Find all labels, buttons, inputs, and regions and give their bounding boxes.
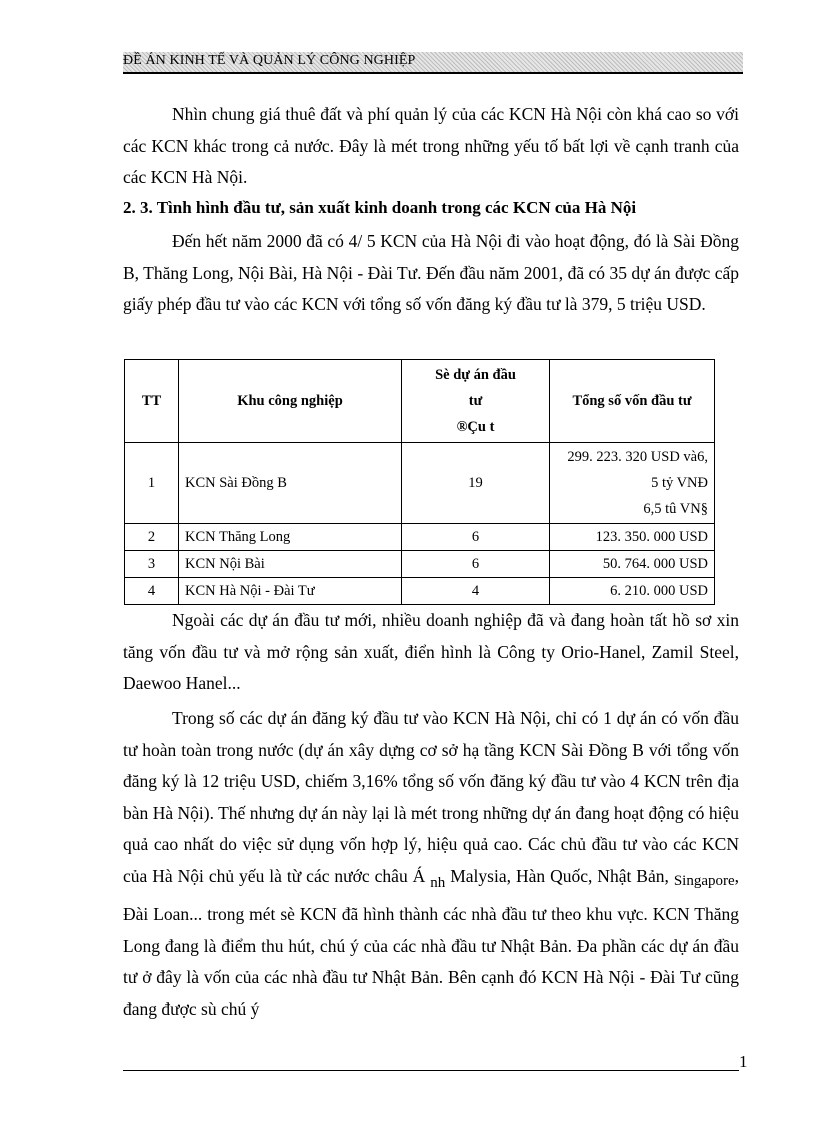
- header-tt: TT: [125, 360, 179, 443]
- investment-table: [124, 359, 715, 605]
- row-project-count: 19: [402, 443, 550, 524]
- table-header-row: [125, 360, 715, 443]
- header-project-count-line1: Sè dự án đầu: [435, 367, 516, 383]
- header-total-capital: Tổng số vốn đầu tư: [550, 360, 715, 443]
- header-title: ĐỀ ÁN KINH TẾ VÀ QUẢN LÝ CÔNG NGHIỆP: [123, 53, 416, 68]
- row-capital: 6. 210. 000 USD: [550, 578, 715, 605]
- row-tt: 3: [125, 551, 179, 578]
- paragraph-domestic-part-b: Malysia, Hàn Quốc, Nhật Bản,: [450, 865, 669, 886]
- paragraph-domestic-nh: nh: [430, 874, 446, 891]
- paragraph-new-projects: Ngoài các dự án đầu tư mới, nhiều doanh nghiệp đã và đang hoàn tất hồ sơ xin tăng vốn đầu tư và mở rộng sản xuất, điển hình là Công ty Orio-Hanel, Zamil Steel, Daewoo Hanel...: [123, 610, 739, 693]
- row-capital-line2: 5 tỷ VNĐ: [651, 475, 708, 491]
- footer-rule: [123, 1070, 739, 1071]
- row-project-count: 4: [402, 578, 550, 605]
- header-industrial-zone: Khu công nghiệp: [179, 360, 402, 443]
- paragraph-land-rent: Nhìn chung giá thuê đất và phí quản lý của các KCN Hà Nội còn khá cao so với các KCN khác trong cả nước. Đây là mét trong những yếu tố bất lợi về cạnh tranh của các KCN Hà Nội.: [123, 104, 739, 187]
- page-header: [123, 52, 743, 74]
- row-capital-line1: 299. 223. 320 USD và6,: [567, 449, 708, 465]
- row-tt: 4: [125, 578, 179, 605]
- paragraph-domestic-singapore: Singapore: [673, 872, 735, 889]
- row-tt: 2: [125, 524, 179, 551]
- row-project-count: 6: [402, 551, 550, 578]
- paragraph-investment-status: Đến hết năm 2000 đã có 4/ 5 KCN của Hà Nội đi vào hoạt động, đó là Sài Đồng B, Thăng Long, Nội Bài, Hà Nội - Đài Tư. Đến đầu năm 2001, đã có 35 dự án được cấp giấy phép đầu tư vào các KCN với tổng số vốn đăng ký đầu tư là 379, 5 triệu USD.: [123, 231, 739, 314]
- table-row: [125, 524, 715, 551]
- section-heading: 2. 3. Tình hình đầu tư, sản xuất kinh doanh trong các KCN của Hà Nội: [123, 198, 637, 217]
- page-number: 1: [739, 1052, 748, 1071]
- paragraph-domestic-investment: [123, 703, 739, 1025]
- paragraph-domestic-part-a: Trong số các dự án đăng ký đầu tư vào KCN Hà Nội, chỉ có 1 dự án có vốn đầu tư hoàn toàn trong nước (dự án xây dựng cơ sở hạ tầng KCN Sài Đồng B với tổng vốn đăng ký là 12 triệu USD, chiếm 3,16% tổng số vốn đăng ký đầu tư vào 4 KCN trên địa bàn Hà Nội). Thế nhưng dự án này lại là mét trong những dự án đang hoạt động có hiệu quả cao nhất do việc sử dụng vốn hợp lý, hiệu quả cao. Các chủ đầu tư vào các KCN của Hà Nội chủ yếu là từ các nước châu Á: [123, 708, 739, 886]
- table-row: [125, 443, 715, 524]
- row-capital: 123. 350. 000 USD: [550, 524, 715, 551]
- row-zone-name: KCN Hà Nội - Đài Tư: [179, 578, 402, 605]
- row-project-count: 6: [402, 524, 550, 551]
- header-project-count-line2: tư: [468, 393, 483, 409]
- row-capital: [550, 443, 715, 524]
- table-row: [125, 551, 715, 578]
- header-project-count: [402, 360, 550, 443]
- paragraph-domestic-part-c: , Đài Loan... trong mét sè KCN đã hình thành các nhà đầu tư theo khu vực. KCN Thăng Long đang là điểm thu hút, chú ý của các nhà đầu tư Nhật Bản. Đa phần các dự án đầu tư ở đây là vốn của các nhà đầu tư Nhật Bản. Bên cạnh đó KCN Hà Nội - Đài Tư cũng đang được sù chú ý: [123, 865, 740, 1019]
- row-capital: 50. 764. 000 USD: [550, 551, 715, 578]
- header-project-count-line3: ®Çu t: [456, 419, 495, 435]
- row-tt: 1: [125, 443, 179, 524]
- row-zone-name: KCN Thăng Long: [179, 524, 402, 551]
- table-row: [125, 578, 715, 605]
- row-zone-name: KCN Sài Đồng B: [179, 443, 402, 524]
- row-zone-name: KCN Nội Bài: [179, 551, 402, 578]
- row-capital-line3: 6,5 tû VN§: [643, 501, 708, 517]
